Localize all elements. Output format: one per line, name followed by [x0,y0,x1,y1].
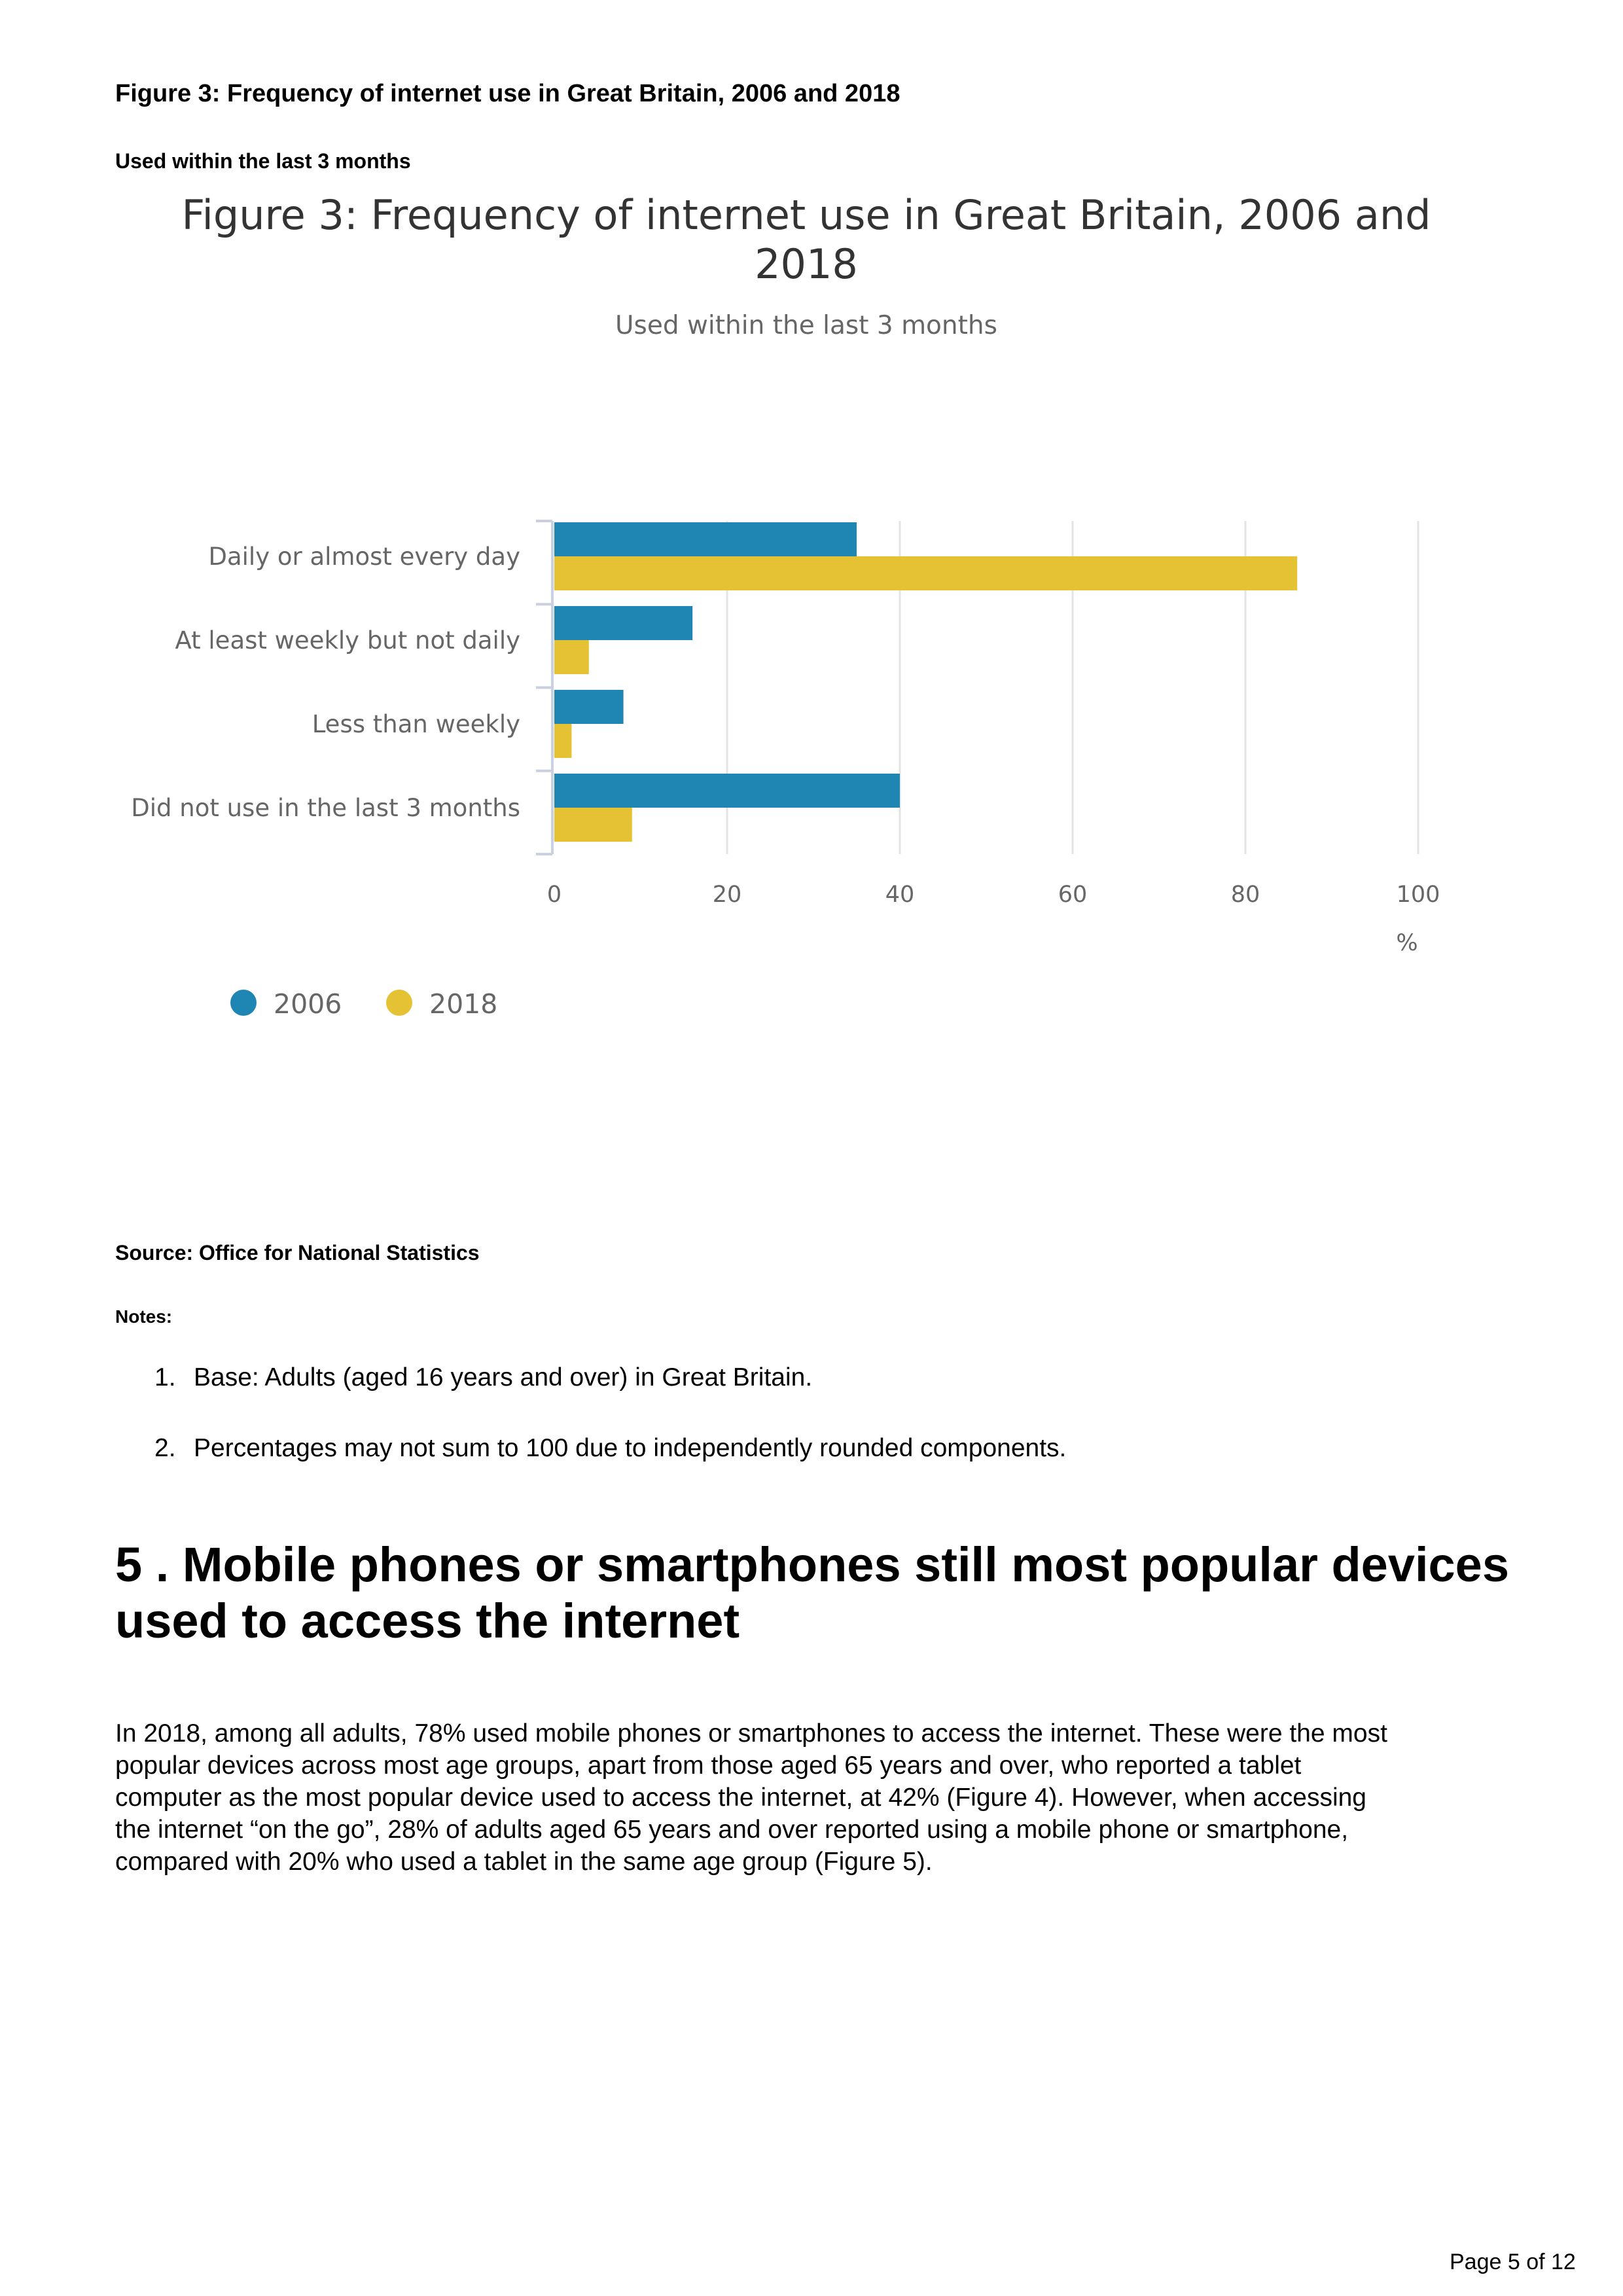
chart-title-line-1: Figure 3: Frequency of internet use in Great Britain, 2006 and [181,191,1431,239]
figure-heading: Figure 3: Frequency of internet use in Great Britain, 2006 and 2018 [115,80,901,107]
note-text: Base: Adults (aged 16 years and over) in Great Britain. [194,1363,813,1391]
x-tick-label: 60 [1058,882,1088,908]
bar-2006 [554,774,900,808]
bar-2006 [554,522,857,556]
bar-chart [0,0,1623,1113]
body-line: computer as the most popular device used to access the internet, at 42% (Figure 4). However, when accessing [115,1784,1366,1812]
note-number: 1. [154,1363,176,1391]
legend-marker-2006 [230,990,257,1016]
chart-subtitle: Used within the last 3 months [615,311,997,340]
legend-label-2018: 2018 [429,988,498,1020]
body-line: the internet “on the go”, 28% of adults aged 65 years and over reported using a mobile phone or smartphone, [115,1816,1349,1844]
x-axis-ticks [547,882,1440,908]
note-text: Percentages may not sum to 100 due to independently rounded components. [194,1434,1067,1462]
category-label: At least weekly but not daily [175,626,520,655]
x-tick-label: 0 [546,882,562,908]
body-paragraph [115,1717,1516,1878]
body-line: compared with 20% who used a tablet in the same age group (Figure 5). [115,1848,933,1876]
section-heading [115,1537,1529,1649]
bar-2006 [554,606,692,640]
x-axis-unit: % [1396,930,1418,956]
x-tick-label: 20 [712,882,742,908]
bar-2018 [554,724,571,758]
note-item [154,1434,1066,1463]
note-number: 2. [154,1434,176,1462]
source-note: Source: Office for National Statistics [115,1241,480,1265]
notes-label: Notes: [115,1306,173,1327]
bar-2006 [554,690,624,724]
legend [230,988,497,1020]
x-tick-label: 40 [885,882,915,908]
category-label: Did not use in the last 3 months [131,794,520,822]
legend-marker-2018 [386,990,412,1016]
figure-subheading: Used within the last 3 months [115,149,411,173]
note-item [154,1363,812,1392]
bar-2018 [554,640,589,674]
category-label: Less than weekly [312,710,520,738]
category-axis [131,521,552,854]
body-line: In 2018, among all adults, 78% used mobile phones or smartphones to access the internet. These were the most [115,1719,1387,1748]
x-tick-label: 100 [1396,882,1440,908]
page-number: Page 5 of 12 [1450,2250,1576,2274]
chart-title-line-2: 2018 [755,240,858,288]
legend-label-2006: 2006 [274,988,342,1020]
x-tick-label: 80 [1230,882,1260,908]
bar-2018 [554,808,632,842]
bars [554,522,1297,842]
section-heading-line: 5 . Mobile phones or smartphones still most popular devices [115,1537,1509,1592]
category-label: Daily or almost every day [208,543,520,571]
bar-2018 [554,556,1297,590]
body-line: popular devices across most age groups, apart from those aged 65 years and over, who reported a tablet [115,1751,1302,1780]
section-heading-line: used to access the internet [115,1594,740,1648]
